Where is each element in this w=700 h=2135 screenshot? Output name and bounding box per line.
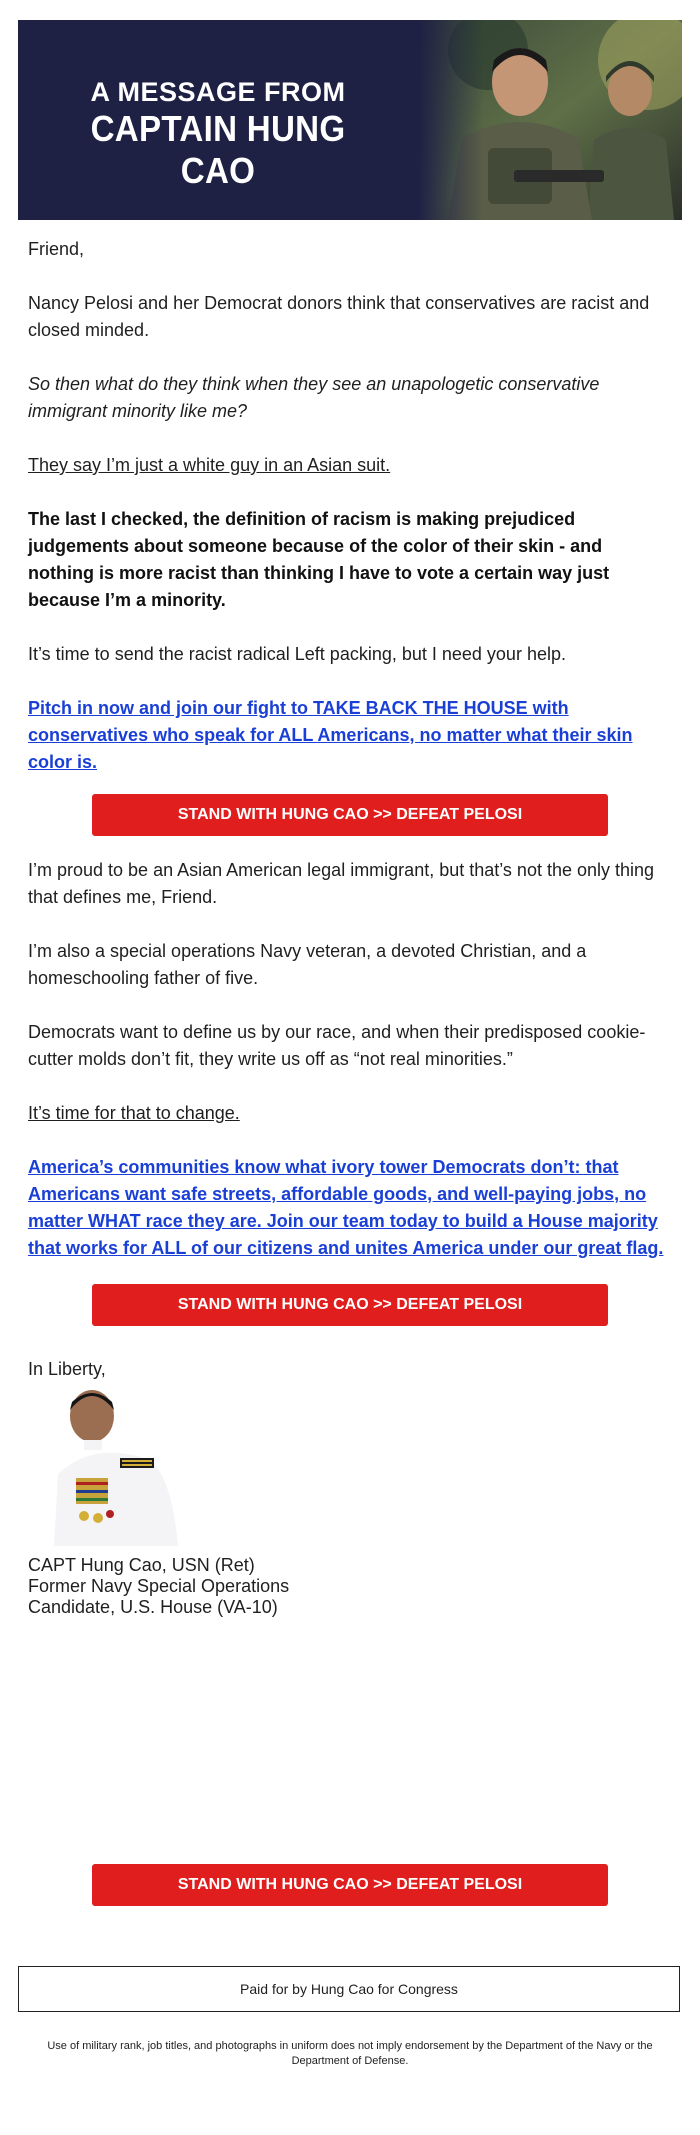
signature-name: CAPT Hung Cao, USN (Ret) — [28, 1555, 255, 1575]
banner-line-1: A MESSAGE FROM — [90, 77, 346, 107]
paragraph-5: It’s time to send the racist radical Left packing, but I need your help. — [28, 644, 566, 664]
header-banner — [18, 20, 682, 220]
paragraph-6: I’m proud to be an Asian American legal immigrant, but that’s not the only thing that defines me, Friend. — [28, 860, 655, 907]
paid-for-box — [18, 1966, 680, 2012]
donate-link-2-wrap — [28, 1154, 668, 1262]
cta-button-1[interactable]: STAND WITH HUNG CAO >> DEFEAT PELOSI — [92, 794, 608, 836]
donate-link-2[interactable]: America’s communities know what ivory tower Democrats don’t: that Americans want safe streets, affordable goods, and well-paying jobs, no matter WHAT race they are. Join our team today to build a House majority that works for ALL of our citizens and unites America under our great flag. — [28, 1157, 664, 1258]
closing: In Liberty, — [28, 1359, 106, 1379]
paragraph-8: Democrats want to define us by our race, and when their predisposed cookie-cutter molds don’t fit, they write us off as “not real minorities.” — [28, 1022, 646, 1069]
paragraph-4: The last I checked, the definition of racism is making prejudiced judgements about someone because of the color of their skin - and nothing is more racist than thinking I have to vote a certain way just because I’m a minority. — [28, 509, 610, 610]
signature-block — [28, 1555, 289, 1618]
banner-title — [38, 76, 398, 192]
cta-button-3[interactable]: STAND WITH HUNG CAO >> DEFEAT PELOSI — [92, 1864, 608, 1906]
signature-title: Former Navy Special Operations — [28, 1576, 290, 1596]
signature-candidacy: Candidate, U.S. House (VA-10) — [28, 1597, 278, 1617]
donate-link-1-wrap — [28, 695, 668, 776]
captain-portrait — [54, 1382, 178, 1546]
cta-button-2[interactable]: STAND WITH HUNG CAO >> DEFEAT PELOSI — [92, 1284, 608, 1326]
disclaimer-text: Use of military rank, job titles, and photographs in uniform does not imply endorsement by the Department of the Navy or the Department of Defense. — [47, 2040, 653, 2067]
paragraph-9: It’s time for that to change. — [28, 1103, 240, 1123]
paragraph-2: So then what do they think when they see an unapologetic conservative immigrant minority like me? — [28, 374, 600, 421]
donate-link-1[interactable]: Pitch in now and join our fight to TAKE BACK THE HOUSE with conservatives who speak for ALL Americans, no matter what their skin color is. — [28, 698, 633, 772]
paid-for-text: Paid for by Hung Cao for Congress — [240, 1981, 458, 1997]
paragraph-3: They say I’m just a white guy in an Asian suit. — [28, 455, 391, 475]
paragraph-7: I’m also a special operations Navy veteran, a devoted Christian, and a homeschooling father of five. — [28, 941, 587, 988]
soldiers-photo — [418, 20, 682, 220]
greeting: Friend, — [28, 239, 85, 259]
paragraph-1: Nancy Pelosi and her Democrat donors think that conservatives are racist and closed minded. — [28, 293, 650, 340]
banner-line-2: CAPTAIN HUNG CAO — [90, 108, 346, 191]
